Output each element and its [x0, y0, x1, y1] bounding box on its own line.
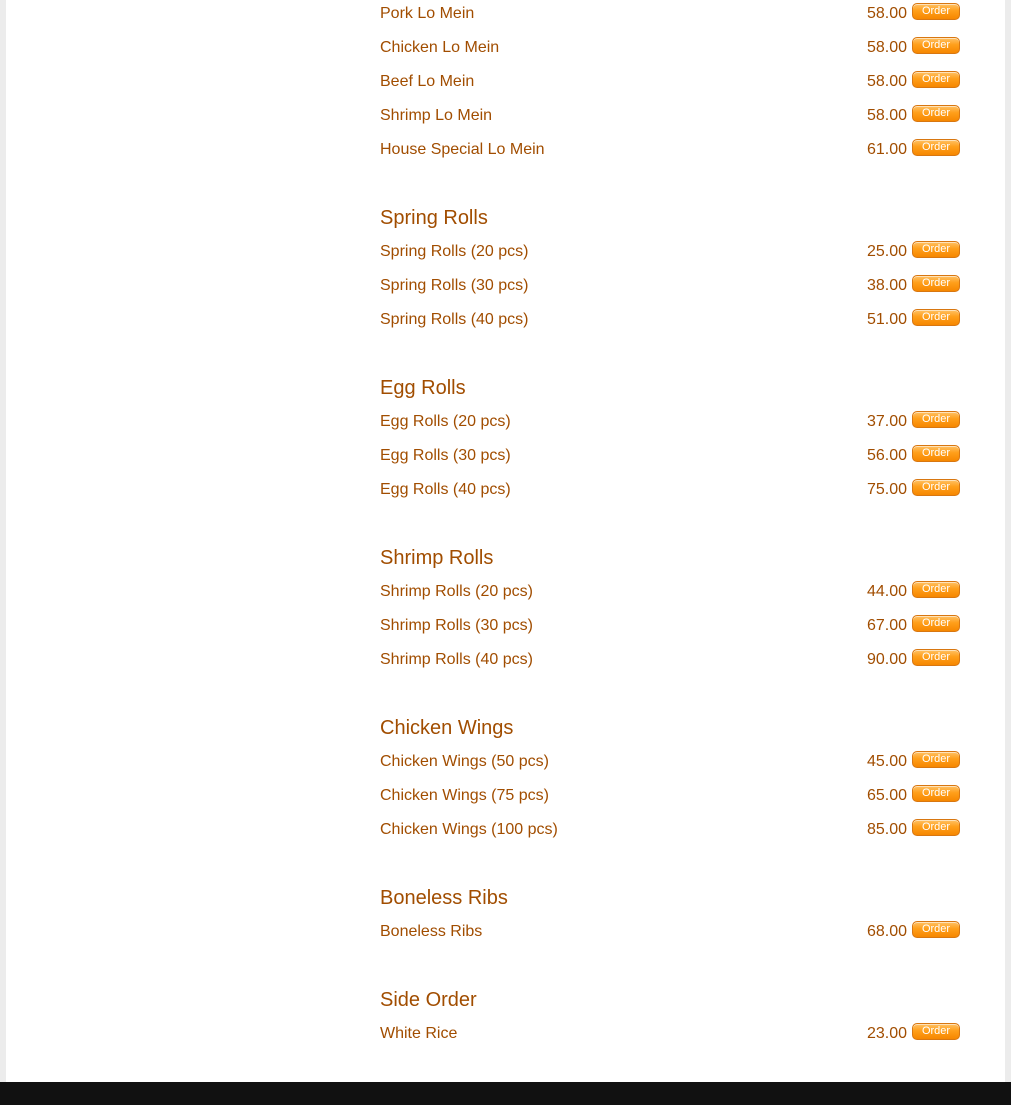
menu-item — [380, 34, 970, 68]
item-price: 38.00 — [866, 277, 907, 294]
footer-bar — [0, 1082, 1011, 1105]
menu-item — [380, 102, 970, 136]
order-button[interactable]: Order — [912, 649, 960, 666]
menu-item — [380, 136, 970, 170]
item-name: Shrimp Lo Mein — [380, 107, 493, 124]
section-title: Egg Rolls — [380, 377, 466, 399]
order-button[interactable]: Order — [912, 445, 960, 462]
item-price: 58.00 — [866, 73, 907, 90]
menu-item — [380, 68, 970, 102]
menu-item — [380, 238, 970, 272]
item-price: 58.00 — [866, 39, 907, 56]
order-button[interactable]: Order — [912, 241, 960, 258]
item-name: Spring Rolls (40 pcs) — [380, 311, 529, 328]
menu-item — [380, 272, 970, 306]
item-price: 44.00 — [866, 583, 907, 600]
item-name: Pork Lo Mein — [380, 5, 475, 22]
item-name: Shrimp Rolls (30 pcs) — [380, 617, 533, 634]
item-price: 23.00 — [866, 1025, 907, 1042]
item-name: Spring Rolls (20 pcs) — [380, 243, 529, 260]
item-name: House Special Lo Mein — [380, 141, 545, 158]
menu-item — [380, 306, 970, 340]
order-button[interactable]: Order — [912, 479, 960, 496]
item-name: Egg Rolls (30 pcs) — [380, 447, 511, 464]
item-price: 65.00 — [866, 787, 907, 804]
item-price: 25.00 — [866, 243, 907, 260]
order-button[interactable]: Order — [912, 785, 960, 802]
menu-item — [380, 646, 970, 680]
item-price: 90.00 — [866, 651, 907, 668]
order-button[interactable]: Order — [912, 275, 960, 292]
menu-page — [6, 0, 1005, 1082]
menu-item — [380, 578, 970, 612]
order-button[interactable]: Order — [912, 751, 960, 768]
item-name: Beef Lo Mein — [380, 73, 475, 90]
item-name: Shrimp Rolls (40 pcs) — [380, 651, 533, 668]
order-button[interactable]: Order — [912, 819, 960, 836]
item-price: 58.00 — [866, 5, 907, 22]
item-name: Chicken Lo Mein — [380, 39, 500, 56]
item-price: 85.00 — [866, 821, 907, 838]
order-button[interactable]: Order — [912, 3, 960, 20]
menu-item — [380, 408, 970, 442]
menu-item — [380, 0, 970, 34]
item-name: White Rice — [380, 1025, 458, 1042]
item-name: Spring Rolls (30 pcs) — [380, 277, 529, 294]
menu-item — [380, 918, 970, 952]
item-name: Chicken Wings (75 pcs) — [380, 787, 549, 804]
menu-item — [380, 476, 970, 510]
section-title: Boneless Ribs — [380, 887, 508, 909]
order-button[interactable]: Order — [912, 1023, 960, 1040]
item-name: Chicken Wings (50 pcs) — [380, 753, 549, 770]
item-price: 56.00 — [866, 447, 907, 464]
section-title: Side Order — [380, 989, 477, 1011]
order-button[interactable]: Order — [912, 139, 960, 156]
menu-item — [380, 442, 970, 476]
section-title: Shrimp Rolls — [380, 547, 494, 569]
item-price: 61.00 — [866, 141, 907, 158]
order-button[interactable]: Order — [912, 37, 960, 54]
item-price: 58.00 — [866, 107, 907, 124]
item-name: Egg Rolls (20 pcs) — [380, 413, 511, 430]
section-title: Spring Rolls — [380, 207, 488, 229]
menu-list — [380, 0, 970, 1054]
item-name: Boneless Ribs — [380, 923, 483, 940]
item-name: Chicken Wings (100 pcs) — [380, 821, 558, 838]
order-button[interactable]: Order — [912, 309, 960, 326]
section-title: Chicken Wings — [380, 717, 514, 739]
order-button[interactable]: Order — [912, 921, 960, 938]
item-name: Egg Rolls (40 pcs) — [380, 481, 511, 498]
order-button[interactable]: Order — [912, 615, 960, 632]
item-price: 75.00 — [866, 481, 907, 498]
menu-item — [380, 748, 970, 782]
order-button[interactable]: Order — [912, 105, 960, 122]
item-price: 68.00 — [866, 923, 907, 940]
menu-item — [380, 612, 970, 646]
order-button[interactable]: Order — [912, 71, 960, 88]
menu-item — [380, 816, 970, 850]
item-name: Shrimp Rolls (20 pcs) — [380, 583, 533, 600]
item-price: 51.00 — [866, 311, 907, 328]
menu-item — [380, 1020, 970, 1054]
item-price: 45.00 — [866, 753, 907, 770]
order-button[interactable]: Order — [912, 581, 960, 598]
item-price: 37.00 — [866, 413, 907, 430]
item-price: 67.00 — [866, 617, 907, 634]
order-button[interactable]: Order — [912, 411, 960, 428]
menu-item — [380, 782, 970, 816]
